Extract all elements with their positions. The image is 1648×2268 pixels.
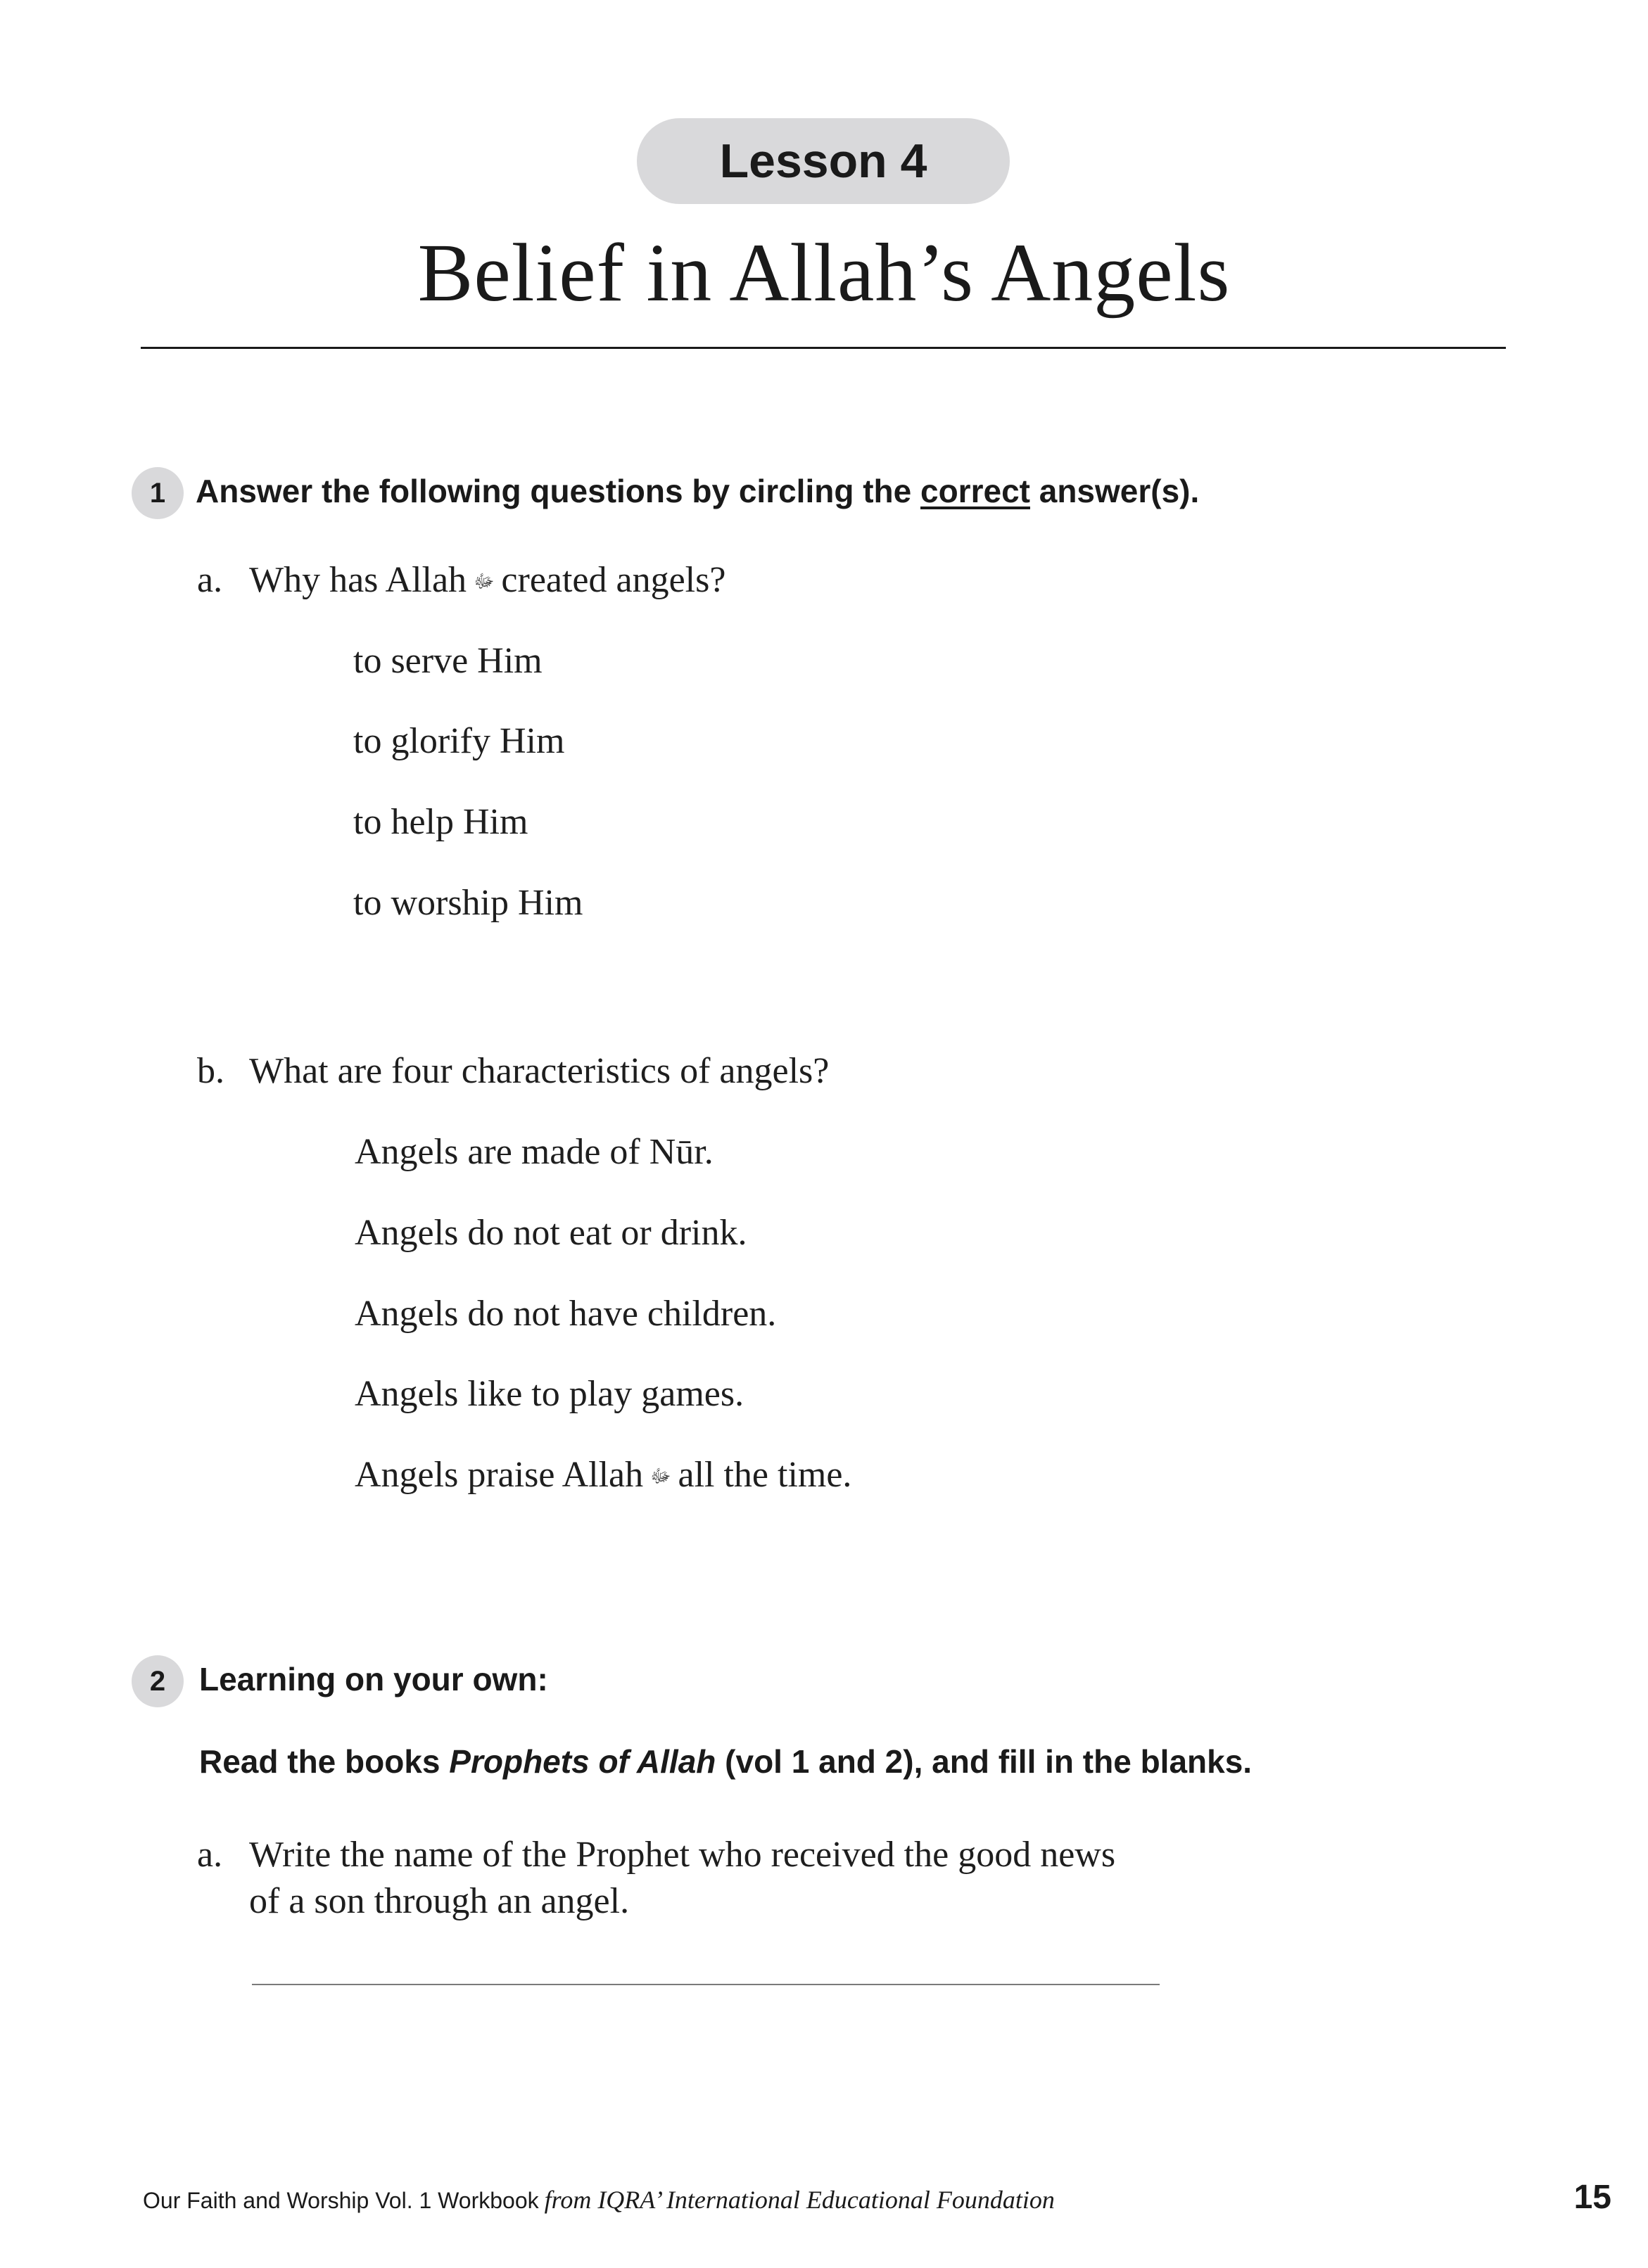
section-1-heading-start: Answer the following questions by circling the <box>196 473 920 509</box>
section-1-heading-underlined: correct <box>920 473 1030 509</box>
answer-option-1b-5[interactable] <box>355 1454 851 1496</box>
answer-option-1b-1[interactable]: Angels are made of Nūr. <box>355 1132 714 1172</box>
answer-blank-line[interactable] <box>252 1984 1160 1985</box>
honorific-glyph: ﷻ <box>474 571 495 592</box>
lesson-badge <box>637 118 1010 204</box>
question-2a-line-2: of a son through an angel. <box>249 1881 630 1921</box>
section-2-instruction-start: Read the books <box>199 1743 450 1780</box>
answer-option-1a-3[interactable]: to help Him <box>353 802 528 842</box>
question-2a-label: a. <box>197 1835 223 1875</box>
question-1b-label: b. <box>197 1051 224 1091</box>
question-1b <box>197 1050 829 1092</box>
answer-option-1b-4[interactable]: Angels like to play games. <box>355 1374 744 1414</box>
section-2-instruction <box>199 1743 1252 1780</box>
section-1-number-badge <box>132 467 184 519</box>
answer-option-1b-5-start: Angels praise Allah <box>355 1455 644 1495</box>
answer-option-1b-5-end: all the time. <box>678 1455 852 1495</box>
page-title: Belief in Allah’s Angels <box>417 227 1231 319</box>
section-1-number: 1 <box>149 477 166 509</box>
question-1a <box>197 559 725 601</box>
question-1a-text-start: Why has Allah <box>249 560 467 600</box>
section-2-number-badge <box>132 1655 184 1707</box>
question-1a-text-end: created angels? <box>501 560 726 600</box>
footer-book-title: Our Faith and Worship Vol. 1 Workbook <box>143 2188 539 2213</box>
section-1-heading <box>196 472 1199 510</box>
page-number: 15 <box>1573 2179 1611 2216</box>
section-2-number: 2 <box>149 1665 166 1697</box>
honorific-glyph: ﷻ <box>650 1466 671 1486</box>
footer-publisher: from IQRA’ International Educational Foundation <box>544 2186 1055 2214</box>
lesson-label: Lesson 4 <box>719 134 927 188</box>
section-2-instruction-end: (vol 1 and 2), and fill in the blanks. <box>716 1743 1253 1780</box>
section-1-heading-end: answer(s). <box>1029 473 1200 509</box>
footer-credit <box>143 2185 1055 2215</box>
question-2a <box>197 1832 1115 1925</box>
question-1a-label: a. <box>197 560 223 600</box>
question-1b-text: What are four characteristics of angels? <box>249 1051 830 1091</box>
question-2a-line-1: Write the name of the Prophet who received the good news <box>249 1835 1116 1875</box>
answer-option-1b-3[interactable]: Angels do not have children. <box>355 1294 777 1334</box>
answer-option-1a-2[interactable]: to glorify Him <box>353 721 565 761</box>
answer-option-1a-4[interactable]: to worship Him <box>353 883 583 923</box>
section-2-heading: Learning on your own: <box>199 1661 548 1697</box>
title-divider <box>141 347 1506 349</box>
book-title: Prophets of Allah <box>449 1743 716 1780</box>
answer-option-1a-1[interactable]: to serve Him <box>353 641 543 681</box>
answer-option-1b-2[interactable]: Angels do not eat or drink. <box>355 1213 747 1253</box>
